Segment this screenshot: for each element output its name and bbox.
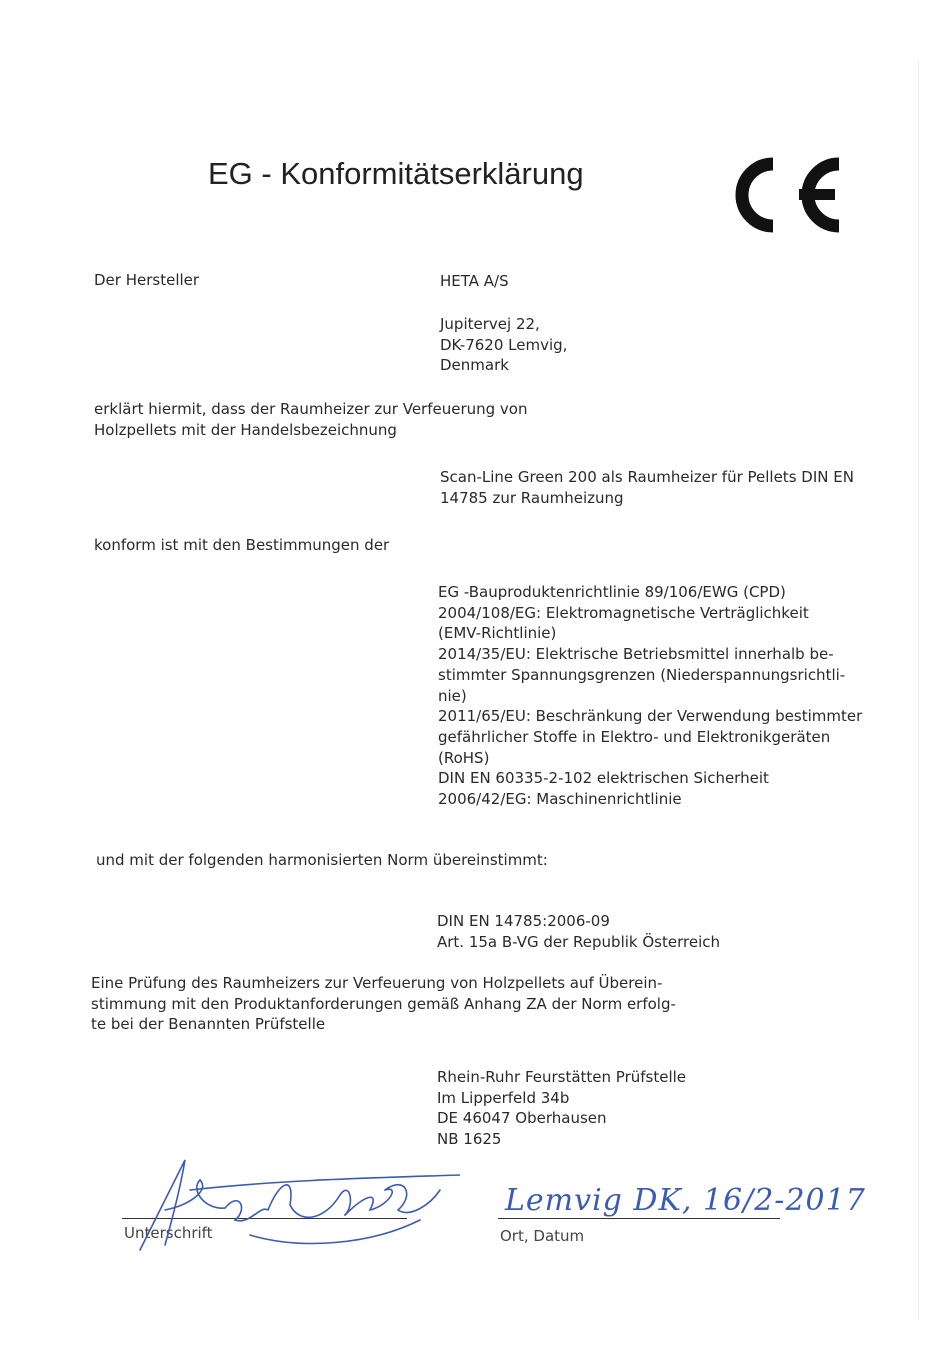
standards-list	[437, 911, 720, 952]
declaration-intro	[94, 399, 527, 440]
signature-label: Unterschrift	[124, 1224, 213, 1242]
directive-line: EG -Bauproduktenrichtlinie 89/106/EWG (CPD)	[438, 583, 786, 601]
directive-line: gefährlicher Stoffe in Elektro- und Elektronikgeräten	[438, 727, 831, 746]
conformity-intro: konform ist mit den Bestimmungen der	[94, 536, 390, 554]
address-line: Jupitervej 22,	[440, 315, 540, 333]
ce-mark-logo	[733, 152, 845, 238]
page-edge-shadow	[918, 60, 919, 1320]
text-line: te bei der Benannten Prüfstelle	[91, 1015, 326, 1034]
product-designation	[440, 467, 854, 508]
directive-line: 2011/65/EU: Beschränkung der Verwendung bestimmter	[438, 707, 863, 726]
directive-line: 2014/35/EU: Elektrische Betriebsmittel innerhalb be-	[438, 645, 834, 664]
place-date-label: Ort, Datum	[500, 1227, 585, 1245]
directive-line: stimmter Spannungsgrenzen (Niederspannungsrichtli-	[438, 665, 846, 684]
directive-line: 2006/42/EG: Maschinenrichtlinie	[438, 790, 682, 809]
test-body-line: Rhein-Ruhr Feurstätten Prüfstelle	[437, 1068, 687, 1086]
standards-intro: und mit der folgenden harmonisierten Norm übereinstimmt:	[96, 851, 548, 869]
test-body-line: DE 46047 Oberhausen	[437, 1109, 607, 1128]
address-line: DK-7620 Lemvig,	[440, 335, 568, 354]
test-statement	[91, 973, 676, 1035]
text-line: erklärt hiermit, dass der Raumheizer zur Verfeuerung von	[94, 400, 528, 418]
test-body-line: Im Lipperfeld 34b	[437, 1088, 570, 1107]
directive-line: nie)	[438, 686, 467, 705]
directive-line: DIN EN 60335-2-102 elektrischen Sicherheit	[438, 769, 769, 788]
handwritten-place-date: Lemvig DK, 16/2-2017	[505, 1183, 866, 1218]
text-line: Scan-Line Green 200 als Raumheizer für Pellets DIN EN	[440, 468, 854, 486]
text-line: Eine Prüfung des Raumheizers zur Verfeuerung von Holzpellets auf Überein-	[91, 974, 663, 992]
directive-line: 2004/108/EG: Elektromagnetische Verträglichkeit	[438, 603, 809, 622]
directive-line: (EMV-Richtlinie)	[438, 624, 557, 643]
text-line: 14785 zur Raumheizung	[440, 488, 624, 507]
text-line: stimmung mit den Produktanforderungen gemäß Anhang ZA der Norm erfolg-	[91, 994, 676, 1013]
test-body-line: NB 1625	[437, 1130, 502, 1149]
manufacturer-address	[440, 314, 567, 376]
text-line: Holzpellets mit der Handelsbezeichnung	[94, 420, 397, 439]
handwritten-signature	[130, 1150, 460, 1260]
manufacturer-name: HETA A/S	[440, 272, 509, 290]
place-date-line	[498, 1218, 780, 1219]
directive-line: (RoHS)	[438, 748, 490, 767]
standard-line: Art. 15a B-VG der Republik Österreich	[437, 932, 720, 951]
address-line: Denmark	[440, 356, 509, 375]
document-title: EG - Konformitätserklärung	[208, 156, 584, 191]
standard-line: DIN EN 14785:2006-09	[437, 912, 610, 930]
test-body-address	[437, 1067, 686, 1150]
directives-list	[438, 582, 862, 810]
manufacturer-label: Der Hersteller	[94, 271, 200, 289]
